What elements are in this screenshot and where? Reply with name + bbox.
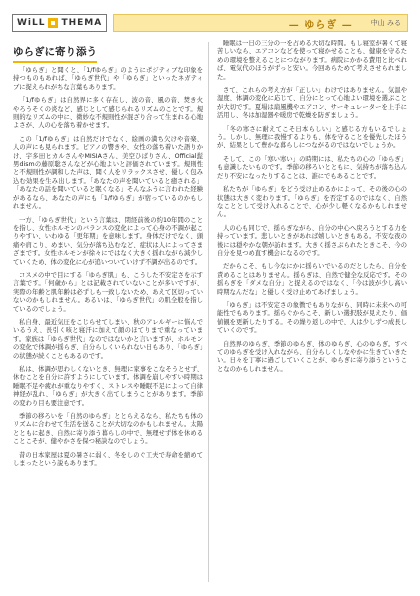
paragraph: 一方、「ゆらぎ世代」という言葉は、閉経前後の約10年間のことを指し、女性ホルモンのバランスの変化によって心身の不調が起こりやすい、いわゆる「更年期」を意味します。身体だけでなく、頭痛や肩こり、めまい、気分が落ち込むなど、症状は人によってさまざまです。女性ホルモンが徐々にではなく大きく揺れながら減少していくため、体の変化に心が追いついていけず不調が出るのです。 <box>13 216 203 266</box>
paragraph: 昔の日本家屋は夏の暑さに弱く、冬をしのぐ工夫で寿命を縮めてしまったという説もあります。 <box>13 451 203 468</box>
paragraph: 私自身、最近気圧をこじらせてしまい、秋のアレルギーに悩んでいるうえ、長引く咳と寝汗に加えて顔のほてりまで重なっています。家族は「ゆらぎ世代」なのではないかと言いますが、ホルモンの変化で体調が揺らぎ、自分らしくいられない日もあり、「ゆらぎ」の状態が続くこともあるのです。 <box>13 318 203 360</box>
paragraph: そして、この「寒い寒い」の時期には、私たちの心の「ゆらぎ」も意識したいものです。季節の移ろいとともに、気持ちが落ち込んだり不安になったりすることは、誰にでもあることです。 <box>217 155 407 180</box>
right-column <box>217 40 407 586</box>
article-title: ゆらぎに寄り添う <box>13 44 97 63</box>
logo-text-left: WiLL <box>17 18 46 28</box>
page-header <box>12 12 408 34</box>
paragraph: 自然界のゆらぎ、季節のゆらぎ、体のゆらぎ、心のゆらぎ。すべてのゆらぎを受け入れながら、自分らしくしなやかに生きていきたい。日々を丁寧に過ごしていくことが、ゆらぎに寄り添うということなのかもしれません。 <box>217 340 407 373</box>
paragraph: 「冬の寒さに耐えてこそ日本らしい」と感じる方もいるでしょう。しかし、無理に我慢するよりも、体を守ることを優先したほうが、結果として豊かな暮らしにつながるのではないでしょうか。 <box>217 125 407 150</box>
paragraph: だからこそ、もし今なにかに揺らいでいるのだとしたら、自分を責めることはありません。揺らぎは、自然で健全な反応です。その揺らぎを「ダメな自分」と捉えるのではなく、「今は波が少し高い時期なんだな」と優しく受け止めてあげましょう。 <box>217 263 407 296</box>
author-name: 中山 みる <box>370 19 401 27</box>
header-band <box>113 14 408 32</box>
paragraph: この「1/fゆらぎ」は自然だけでなく、絵画の満ち欠けや音楽、人の声にも見られます。ピアノの響きや、女性の落ち着いた語りかけ、宇多田ヒカルさんやMISIAさん、美空ひばりさん、Official髭男dismの藤原聡さんなどが心地よいと評価されています。規則性と不規則性が調和した声は、聞く人をリラックスさせ、優しく包み込む効果を生み出します。「あなたの声を聞いていると癒される」「あなたの話を聞いていると眠くなる」そんなふうに言われた経験があるなら、あなたの声にも「1/fゆらぎ」が宿っているのかもしれません。 <box>13 135 203 211</box>
paragraph: 季節の移ろいを「自然のゆらぎ」ととらえるなら、私たちも体のリズムに合わせて生活を送ることが大切なのかもしれません。太陽とともに起き、自然に寄り添う暮らしの中で、無理せず体を休めることこそが、健やかさを保つ秘訣なのでしょう。 <box>13 413 203 446</box>
left-column <box>13 40 203 586</box>
paragraph: 人の心も同じで、揺らぎながら、自分の中心へ戻ろうとする力を持っています。悲しいときがあれば嬉しいときもある。不安な夜の後には穏やかな朝が訪れます。大きく揺さぶられたときこそ、今の自分を見つめ直す機会になるのです。 <box>217 224 407 257</box>
paragraph: コスメの中で目にする「ゆらぎ肌」も、こうした不安定さを示す言葉です。「何歳から」とは記載されていないことが多いですが、実際の年齢と肌年齢は必ずしも一致しないため、あえて区切っていないのかもしれません。あるいは、「ゆらぎ世代」の肌全般を指しているのでしょう。 <box>13 271 203 313</box>
paragraph: 「1/fゆらぎ」は自然界に多く存在し、波の音、風の音、焚き火やろうそくの炎など、感じとして感じられるリズムのことです。規則的なリズムの中に、微妙な不規則性が混ざり合って生まれる心地よさが、人の心を落ち着かせます。 <box>13 97 203 130</box>
paragraph: 「ゆらぎ」は不安定さの象徴でもありながら、同時に未来への可能性でもあります。揺らぐからこそ、新しい選択肢が見えたり、価値観を更新したりする。その繰り返しの中で、人は少しずつ成長していくのです。 <box>217 301 407 335</box>
paragraph: 睡眠は一日の三分の一を占める大切な時間。もし寝室が暑くて寝苦しいなら、エアコンなどを使って寝かせることも、健康を守るための環境を整えることにつながります。病院にかかる費用と比べれば、電気代のほうがずっと安い。今回あらためて考えさせられました。 <box>217 40 407 81</box>
will-thema-logo <box>12 14 107 32</box>
column-divider <box>208 42 209 582</box>
paragraph: さて、これらの考え方が「正しい」わけではありません。気温や湿度、体調の変化に応じて、自分にとって心地よい環境を選ぶことが大切です。夏場は扇風機やエアコン、サーキュレーターを上手に活用し、冬は加湿器や暖房で乾燥を防ぎましょう。 <box>217 87 407 120</box>
paragraph: 私たちが「ゆらぎ」をどう受け止めるかによって、その後の心の状態は大きく変わります。「ゆらぎ」を否定するのではなく、自然なこととして受け入れることで、心が少し軽くなるかもしれません。 <box>217 186 407 219</box>
paragraph: 私は、体調が思わしくないとき、無理に家事をこなそうとせず、休むことを自分に許すようにしています。体調を崩しやすい時期は睡眠不足や疲れが重なりやすく、ストレスや睡眠不足によって自律神経が乱れ、「ゆらぎ」が大きく出てしまうことがあります。季節の変わり目も要注意です。 <box>13 366 203 407</box>
paragraph: 「ゆらぎ」と聞くと、「1/fゆらぎ」のようにポジティブな印象を持つものもあれば、「ゆらぎ世代」や「ゆらぎ」といったネガティブに捉えられがちな言葉もあります。 <box>13 67 203 91</box>
series-title: — ゆらぎ — <box>288 19 353 31</box>
logo-text-right: THEMA <box>61 18 103 28</box>
logo-square-icon <box>48 18 58 28</box>
